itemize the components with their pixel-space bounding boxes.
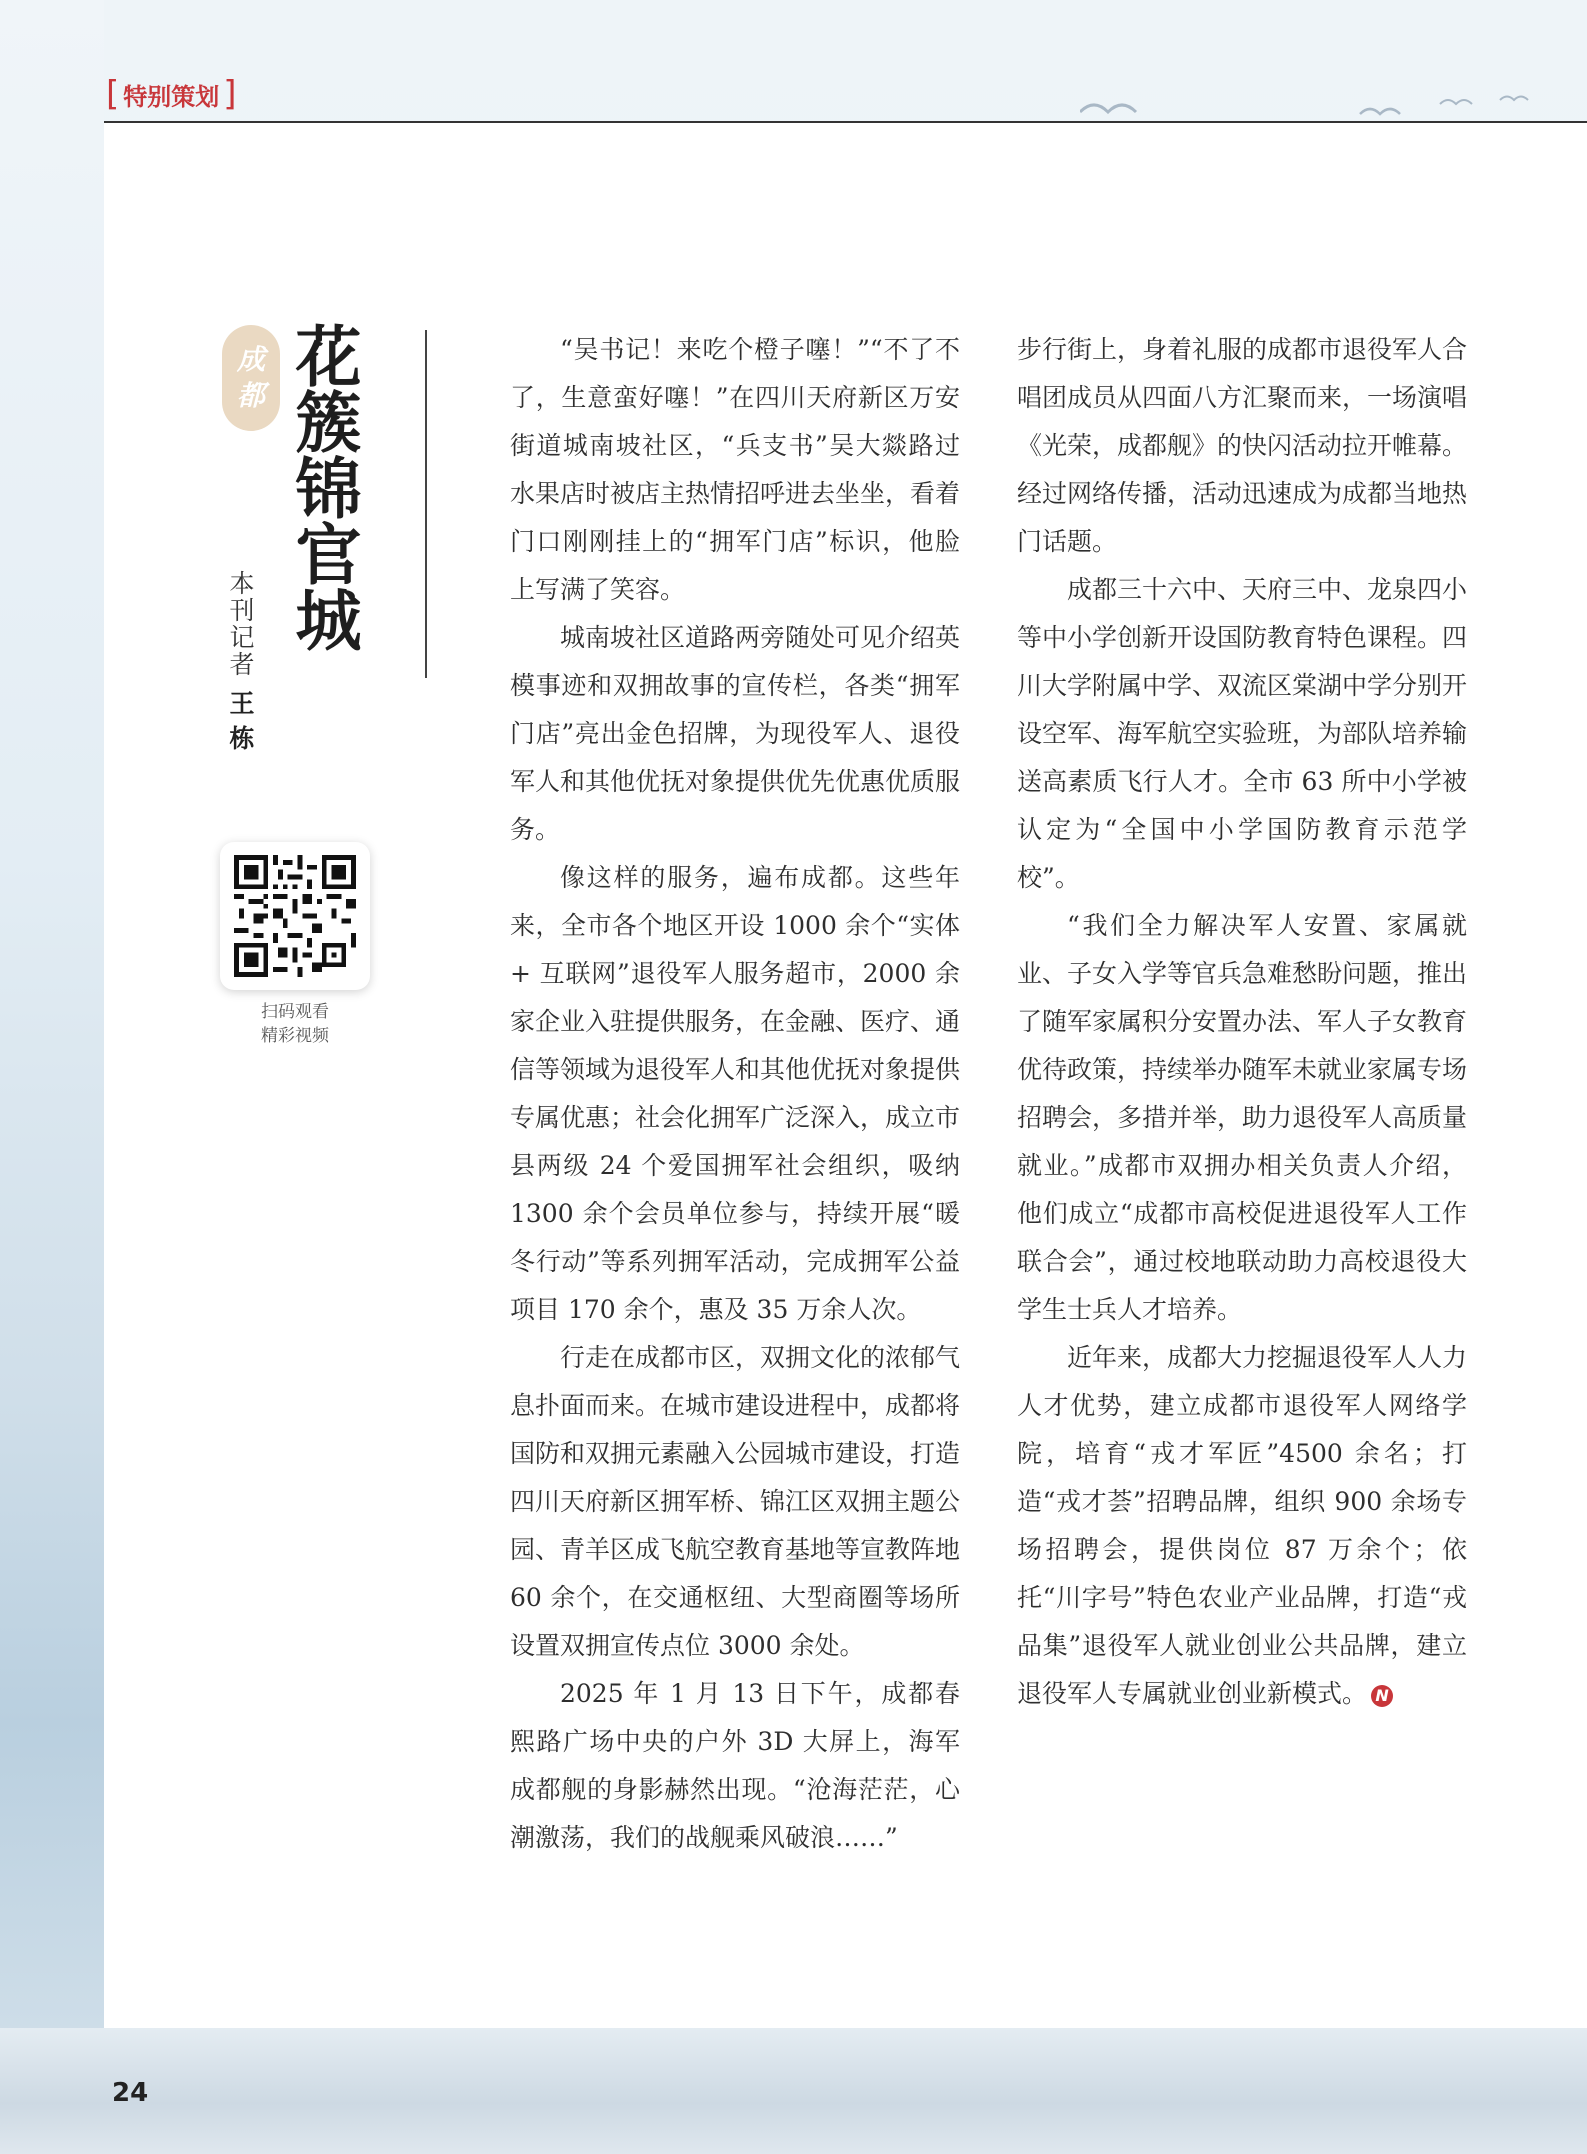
- paragraph: 行走在成都市区，双拥文化的浓郁气息扑面而来。在城市建设进程中，成都将国防和双拥元素融入公园城市建设，打造四川天府新区拥军桥、锦江区双拥主题公园、青羊区成飞航空教育基地等宣教阵地 60 余个，在交通枢纽、大型商圈等场所设置双拥宣传点位 3000 余处。: [510, 1343, 961, 1660]
- qr-code[interactable]: [220, 842, 370, 990]
- section-tag: [106, 74, 237, 114]
- qr-caption: [220, 1000, 370, 1048]
- qr-caption-line-1: 扫码观看: [261, 1002, 329, 1022]
- byline: 本刊记者: [226, 570, 255, 678]
- paragraph: “吴书记！来吃个橙子噻！”“不了不了，生意蛮好噻！”在四川天府新区万安街道城南坡社区，“兵支书”吴大燚路过水果店时被店主热情招呼进去坐坐，看着门口刚刚挂上的“拥军门店”标识，他脸上写满了笑容。: [510, 335, 961, 604]
- author-name: 王栋: [226, 690, 255, 760]
- paragraph-last: [1017, 1334, 1467, 1718]
- article-column-1: [510, 326, 960, 1862]
- end-mark-icon: N: [1371, 1685, 1393, 1707]
- city-badge: [222, 325, 280, 431]
- paragraph: 2025 年 1 月 13 日下午，成都春熙路广场中央的户外 3D 大屏上，海军成都舰的身影赫然出现。“沧海茫茫，心潮激荡，我们的战舰乘风破浪……”: [510, 1679, 960, 1852]
- title-divider: [425, 330, 427, 678]
- background-bottom-band: [0, 2028, 1587, 2154]
- qr-caption-line-2: 精彩视频: [261, 1026, 329, 1046]
- badge-char-1: 成: [236, 343, 265, 376]
- paragraph: 成都三十六中、天府三中、龙泉四小等中小学创新开设国防教育特色课程。四川大学附属中学、双流区棠湖中学分别开设空军、海军航空实验班，为部队培养输送高素质飞行人才。全市 63 所中小学被认定为“全国中小学国防教育示范学校”。: [1017, 575, 1468, 892]
- paragraph: 像这样的服务，遍布成都。这些年来，全市各个地区开设 1000 余个“实体 + 互联网”退役军人服务超市，2000 余家企业入驻提供服务，在金融、医疗、通信等领域为退役军人和其他优抚对象提供专属优惠；社会化拥军广泛深入，成立市县两级 24 个爱国拥军社会组织，吸纳 1300 余个会员单位参与，持续开展“暖冬行动”等系列拥军活动，完成拥军公益项目 170 余个，惠及 35 万余人次。: [510, 863, 961, 1324]
- page-number: 24: [112, 2078, 149, 2108]
- bracket-left: [: [106, 74, 120, 114]
- paragraph: 城南坡社区道路两旁随处可见介绍英模事迹和双拥故事的宣传栏，各类“拥军门店”亮出金色招牌，为现役军人、退役军人和其他优抚对象提供优先优惠优质服务。: [510, 623, 961, 844]
- badge-char-2: 都: [236, 379, 265, 412]
- paragraph: “我们全力解决军人安置、家属就业、子女入学等官兵急难愁盼问题，推出了随军家属积分安置办法、军人子女教育优待政策，持续举办随军未就业家属专场招聘会，多措并举，助力退役军人高质量就业。”成都市双拥办相关负责人介绍，他们成立“成都市高校促进退役军人工作联合会”，通过校地联动助力高校退役大学生士兵人才培养。: [1017, 911, 1468, 1324]
- section-tag-label: 特别策划: [123, 82, 220, 111]
- paragraph-continuation: 步行街上，身着礼服的成都市退役军人合唱团成员从四面八方汇聚而来，一场演唱《光荣，成都舰》的快闪活动拉开帷幕。经过网络传播，活动迅速成为成都当地热门话题。: [1017, 335, 1468, 556]
- bracket-right: ]: [223, 74, 237, 114]
- article-column-2: [1017, 326, 1467, 1718]
- qr-code-icon: [234, 855, 356, 977]
- background-left-band: [0, 0, 104, 2154]
- paragraph-text: 近年来，成都大力挖掘退役军人人力人才优势，建立成都市退役军人网络学院，培育“戎才军匠”4500 余名；打造“戎才荟”招聘品牌，组织 900 余场专场招聘会，提供岗位 87 万余个；依托“川字号”特色农业产业品牌，打造“戎品集”退役军人就业创业公共品牌，建立退役军人专属就业创业新模式。: [1017, 1343, 1468, 1708]
- article-title: 花簇锦官城: [284, 322, 361, 652]
